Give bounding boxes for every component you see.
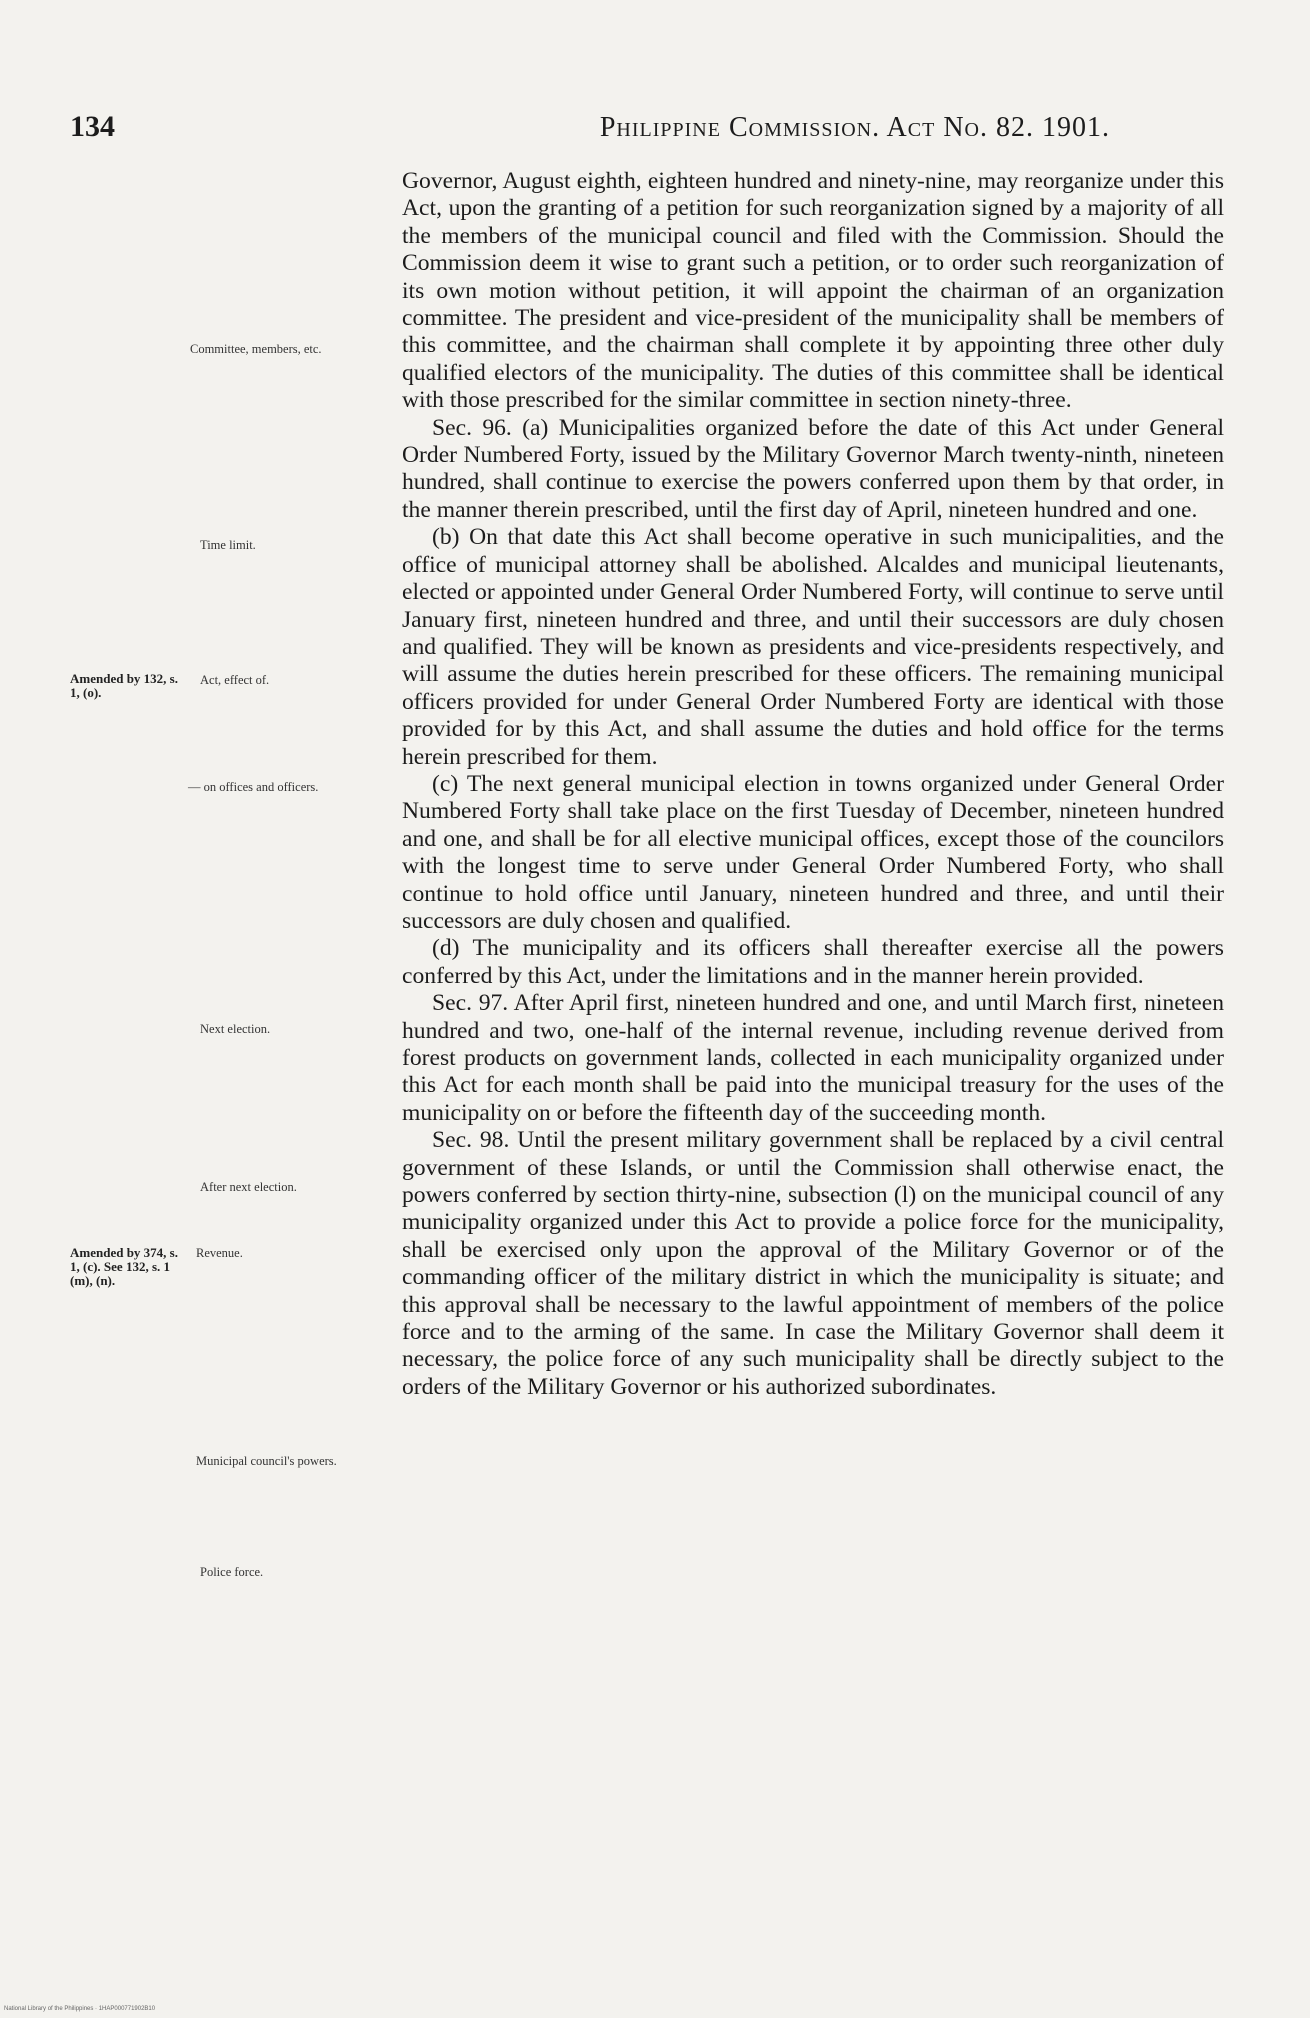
running-head: Philippine Commission. Act No. 82. 1901. bbox=[599, 112, 1110, 143]
paragraph-section-96-b: (b) On that date this Act shall become operative in such municipalities, and the office of municipal attorney shall be abolished. Alcaldes and municipal lieutenants, elected or appointed under General Order Numbered Forty, will continue to serve until January first, nineteen hundred and three, and until their successors are duly chosen and qualified. They will be known as presidents and vice-presidents respectively, and will assume the duties herein prescribed for these officers. The remaining municipal officers provided for under General Order Numbered Forty are identical with those provided for by this Act, and shall assume the duties and hold office for the terms herein prescribed for them. bbox=[402, 524, 1224, 770]
footer-source-note: National Library of the Philippines · 1HAP000771902B10 bbox=[4, 2006, 156, 2012]
paragraph-section-96-c: (c) The next general municipal election in towns organized under General Order Numbered Forty shall take place on the first Tuesday of December, nineteen hundred and one, and shall be for all elective municipal offices, except those of the councilors with the longest time to serve under General Order Numbered Forty, who shall continue to hold office until January, nineteen hundred and three, and until their successors are duly chosen and qualified. bbox=[402, 770, 1224, 934]
paragraph-section-96-a: Sec. 96. (a) Municipalities organized before the date of this Act under General Order Numbered Forty, issued by the Military Governor March twenty-ninth, nineteen hundred, shall continue to exercise the powers conferred upon them by that order, in the manner therein prescribed, until the first day of April, nineteen hundred and one. bbox=[402, 414, 1224, 523]
paragraph-section-97: Sec. 97. After April first, nineteen hundred and one, and until March first, nineteen hundred and two, one-half of the internal revenue, including revenue derived from forest products on government lands, collected in each municipality organized under this Act for each month shall be paid into the municipal treasury for the uses of the municipality on or before the fifteenth day of the succeeding month. bbox=[402, 990, 1224, 1126]
margin-note-after-next-election: After next election. bbox=[200, 1180, 297, 1194]
margin-note-time-limit: Time limit. bbox=[200, 538, 256, 552]
margin-note-revenue: Revenue. bbox=[196, 1246, 243, 1260]
margin-note-police-force: Police force. bbox=[200, 1565, 264, 1579]
margin-note-offices: — on offices and officers. bbox=[188, 780, 319, 794]
margin-note-act-effect: Act, effect of. bbox=[200, 673, 270, 687]
margin-note-council-powers: Municipal council's powers. bbox=[196, 1454, 337, 1468]
paragraph-section-96-d: (d) The municipality and its officers shall thereafter exercise all the powers conferred by this Act, under the limitations and in the manner herein provided. bbox=[402, 935, 1224, 989]
paragraph-section-98: Sec. 98. Until the present military government shall be replaced by a civil central government of these Islands, or until the Commission shall otherwise enact, the powers conferred by section thirty-nine, subsection (l) on the municipal council of any municipality organized under this Act to provide a police force for the municipality, shall be exercised only upon the approval of the Military Governor or of the commanding officer of the military district in which the municipality is situate; and this approval shall be necessary to the lawful appointment of members of the police force and to the arming of the same. In case the Military Governor shall deem it necessary, the police force of any such municipality shall be directly subject to the orders of the Military Governor or his authorized subordinates. bbox=[402, 1127, 1224, 1400]
amendment-note-374: Amended by 374, s. 1, (c). See 132, s. 1 (m), (n). bbox=[70, 1245, 178, 1288]
paragraph-continuation: Governor, August eighth, eighteen hundred and ninety-nine, may reorganize under this Act, upon the granting of a petition for such reorganization signed by a majority of all the members of the municipal council and filed with the Commission. Should the Commission deem it wise to grant such a petition, or to order such reorganization of its own motion without petition, it will appoint the chairman of an organization committee. The president and vice-president of the municipality shall be members of this committee, and the chairman shall complete it by appointing three other duly qualified electors of the municipality. The duties of this committee shall be identical with those prescribed for the similar committee in section ninety-three. bbox=[402, 168, 1224, 414]
body-text bbox=[402, 168, 1224, 1401]
margin-note-committee: Committee, members, etc. bbox=[190, 342, 322, 356]
page-number: 134 bbox=[70, 110, 115, 143]
amendment-note-132: Amended by 132, s. 1, (o). bbox=[70, 671, 178, 700]
margin-note-next-election: Next election. bbox=[200, 1022, 271, 1036]
page-header bbox=[70, 110, 1110, 150]
